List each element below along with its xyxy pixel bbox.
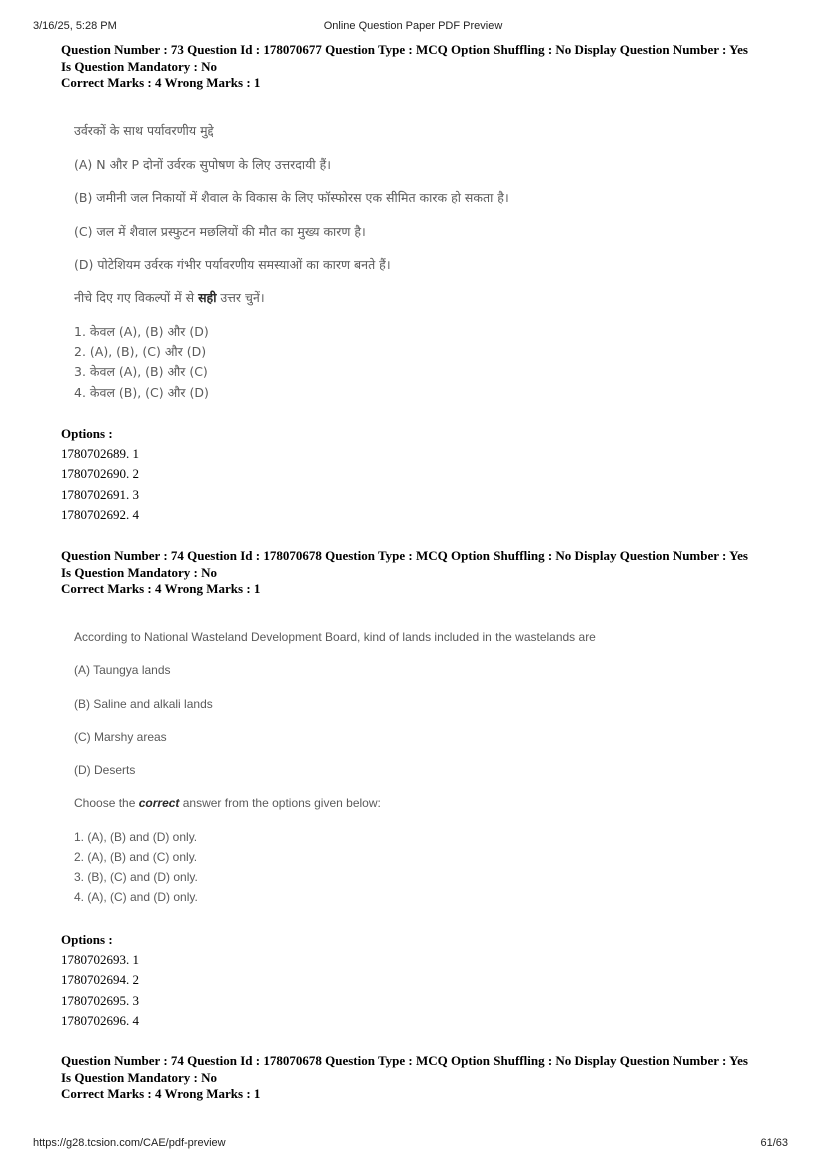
question-stem: उर्वरकों के साथ पर्यावरणीय मुद्दे <box>74 123 214 138</box>
option-row: 1780702696. 4 <box>61 1012 139 1028</box>
question-instruction <box>74 796 381 810</box>
question-meta-line: Question Number : 74 Question Id : 178070678 Question Type : MCQ Option Shuffling : No Display Question Number : Yes <box>61 548 748 563</box>
question-instruction <box>74 289 265 306</box>
question-meta-line: Question Number : 74 Question Id : 178070678 Question Type : MCQ Option Shuffling : No Display Question Number : Yes <box>61 1053 748 1068</box>
page-number: 61/63 <box>760 1137 788 1149</box>
question-marks-line: Correct Marks : 4 Wrong Marks : 1 <box>61 581 261 596</box>
option-row: 1780702689. 1 <box>61 446 139 462</box>
option-row: 1780702691. 3 <box>61 486 139 502</box>
question-marks-line: Correct Marks : 4 Wrong Marks : 1 <box>61 75 261 90</box>
question-74-meta <box>61 548 781 598</box>
choice-4: 4. केवल (B), (C) और (D) <box>74 385 209 400</box>
option-row: 1780702692. 4 <box>61 506 139 522</box>
statement-a: (A) N और P दोनों उर्वरक सुपोषण के लिए उत्तरदायी हैं। <box>74 157 332 172</box>
print-datetime: 3/16/25, 5:28 PM <box>33 20 117 32</box>
instruction-emphasis: सही <box>198 290 217 305</box>
options-title: Options : <box>61 932 113 947</box>
instruction-text: Choose the <box>74 796 139 810</box>
statement-d: (D) पोटेशियम उर्वरक गंभीर पर्यावरणीय समस्याओं का कारण बनते हैं। <box>74 257 391 272</box>
choice-2: 2. (A), (B) and (C) only. <box>74 850 198 864</box>
option-row: 1780702694. 2 <box>61 972 139 988</box>
question-73-meta <box>61 42 781 92</box>
question-74-repeat-meta <box>61 1053 781 1103</box>
question-meta-line: Question Number : 73 Question Id : 178070677 Question Type : MCQ Option Shuffling : No Display Question Number : Yes <box>61 42 748 57</box>
question-74-options <box>61 930 139 1031</box>
instruction-text: नीचे दिए गए विकल्पों में से <box>74 290 199 305</box>
question-mandatory-line: Is Question Mandatory : No <box>61 58 218 74</box>
choice-4: 4. (A), (C) and (D) only. <box>74 890 198 904</box>
instruction-emphasis: correct <box>138 796 180 810</box>
choice-2: 2. (A), (B), (C) और (D) <box>74 344 207 359</box>
choice-1: 1. केवल (A), (B) और (D) <box>74 324 209 339</box>
choice-3: 3. (B), (C) and (D) only. <box>74 870 198 884</box>
option-row: 1780702690. 2 <box>61 466 139 482</box>
statement-d: (D) Deserts <box>74 763 136 777</box>
question-mandatory-line: Is Question Mandatory : No <box>61 1069 218 1085</box>
print-title: Online Question Paper PDF Preview <box>323 20 503 32</box>
question-73-options <box>61 424 139 525</box>
choice-1: 1. (A), (B) and (D) only. <box>74 830 198 844</box>
question-marks-line: Correct Marks : 4 Wrong Marks : 1 <box>61 1086 261 1101</box>
statement-b: (B) Saline and alkali lands <box>74 697 213 711</box>
instruction-text-end: answer from the options given below: <box>179 796 381 810</box>
options-title: Options : <box>61 426 113 441</box>
option-row: 1780702693. 1 <box>61 952 139 968</box>
question-mandatory-line: Is Question Mandatory : No <box>61 564 218 580</box>
instruction-text-end: उत्तर चुनें। <box>216 290 265 305</box>
statement-b: (B) जमीनी जल निकायों में शैवाल के विकास के लिए फॉस्फोरस एक सीमित कारक हो सकता है। <box>74 190 509 205</box>
print-url: https://g28.tcsion.com/CAE/pdf-preview <box>33 1137 226 1149</box>
statement-a: (A) Taungya lands <box>74 663 171 677</box>
statement-c: (C) जल में शैवाल प्रस्फुटन मछलियों की मौत का मुख्य कारण है। <box>74 224 366 239</box>
choice-3: 3. केवल (A), (B) और (C) <box>74 364 208 379</box>
question-stem: According to National Wasteland Development Board, kind of lands included in the wastelands are <box>74 630 596 644</box>
option-row: 1780702695. 3 <box>61 992 139 1008</box>
statement-c: (C) Marshy areas <box>74 730 167 744</box>
